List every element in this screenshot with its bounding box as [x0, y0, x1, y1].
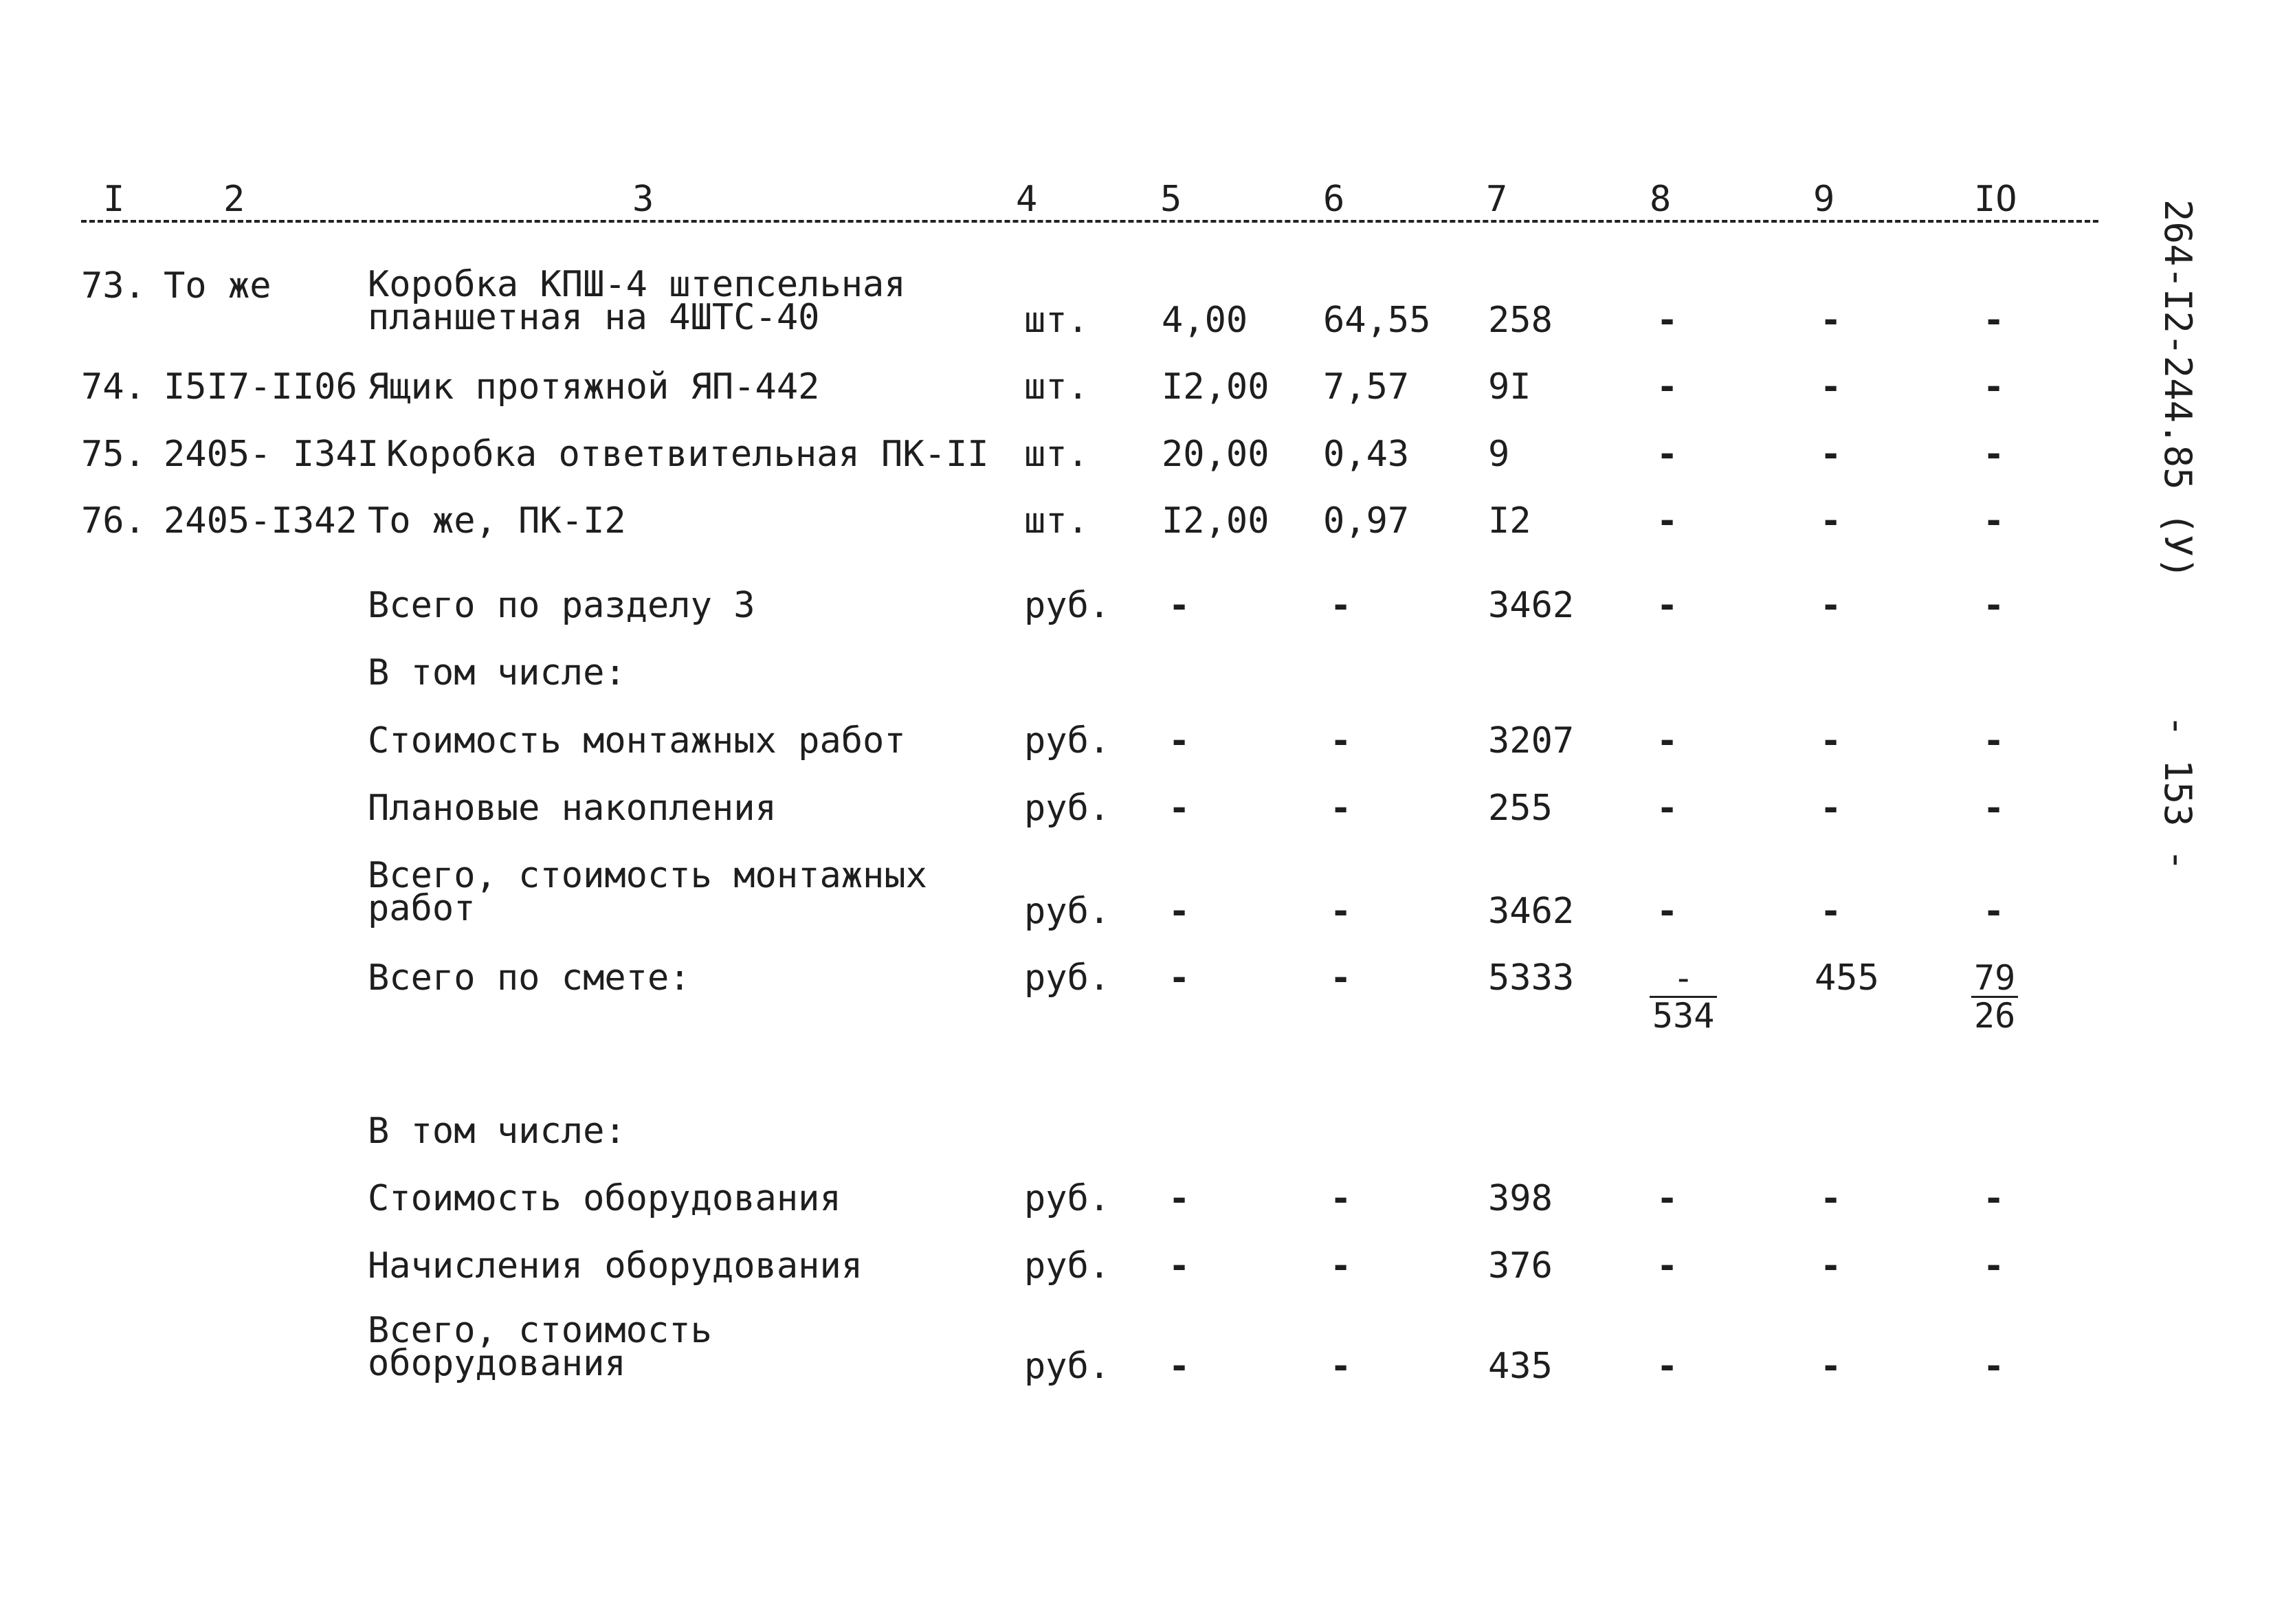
fraction-numerator: - — [1650, 960, 1717, 998]
summary-unit: руб. — [1024, 720, 1111, 761]
column-header-4: 4 — [1016, 179, 1038, 220]
column-header-5: 5 — [1160, 179, 1182, 220]
row-total: 9 — [1488, 434, 1510, 475]
summary-label: Стоимость монтажных работ — [368, 720, 906, 761]
row-quantity: I2,00 — [1162, 366, 1269, 408]
summary-col9: - — [1820, 788, 1842, 829]
summary-col10: - — [1983, 585, 2005, 626]
row-col8: - — [1656, 500, 1678, 542]
summary-quantity: - — [1168, 720, 1190, 761]
summary-subheading: В том числе: — [368, 1111, 626, 1152]
grand-total-total: 5333 — [1488, 957, 1575, 999]
summary-price: - — [1330, 720, 1352, 761]
column-header-2: 2 — [223, 179, 245, 220]
grand-total-col10-fraction — [1971, 960, 2018, 1034]
row-number: 75. — [81, 434, 146, 475]
row-name: Ящик протяжной ЯП-442 — [368, 366, 820, 408]
grand-total-label: Всего по смете: — [368, 957, 691, 999]
summary-col8: - — [1656, 585, 1678, 626]
summary-col9: - — [1820, 720, 1842, 761]
row-col10: - — [1983, 300, 2005, 341]
row-code: 2405- I34I — [164, 434, 379, 475]
row-price: 0,97 — [1323, 500, 1410, 542]
summary-col10: - — [1983, 891, 2005, 932]
summary-col9: - — [1820, 585, 1842, 626]
row-total: 9I — [1488, 366, 1531, 408]
summary-total: 435 — [1488, 1346, 1553, 1387]
row-price: 0,43 — [1323, 434, 1410, 475]
summary-price: - — [1330, 1245, 1352, 1287]
row-total: 258 — [1488, 300, 1553, 341]
header-divider — [81, 220, 2098, 223]
column-header-row — [0, 175, 2273, 223]
summary-col10: - — [1983, 1346, 2005, 1387]
grand-total-col8-fraction — [1650, 960, 1717, 1034]
row-number: 76. — [81, 500, 146, 542]
row-col9: - — [1820, 366, 1842, 408]
column-header-7: 7 — [1486, 179, 1508, 220]
summary-label: Всего, стоимость монтажных работ — [368, 855, 927, 929]
grand-total-col9: 455 — [1815, 957, 1879, 999]
column-header-8: 8 — [1650, 179, 1672, 220]
fraction-denominator: 26 — [1974, 996, 2016, 1036]
summary-quantity: - — [1168, 1346, 1190, 1387]
summary-price: - — [1330, 585, 1352, 626]
row-col9: - — [1820, 500, 1842, 542]
summary-total: 3462 — [1488, 891, 1575, 932]
summary-col10: - — [1983, 720, 2005, 761]
summary-label: Всего по разделу 3 — [368, 585, 755, 626]
row-code: I5I7-II06 — [164, 366, 357, 408]
row-col8: - — [1656, 366, 1678, 408]
summary-col9: - — [1820, 1346, 1842, 1387]
summary-unit: руб. — [1024, 1178, 1111, 1219]
row-price: 7,57 — [1323, 366, 1410, 408]
summary-label: Всего, стоимость оборудования — [368, 1310, 712, 1384]
document-code: 264-I2-244.85 (У) — [2156, 199, 2199, 579]
column-header-3: 3 — [632, 179, 654, 220]
summary-unit: руб. — [1024, 585, 1111, 626]
summary-price: - — [1330, 1178, 1352, 1219]
row-code: То же — [164, 265, 271, 307]
row-code: 2405-I342 — [164, 500, 357, 542]
summary-col8: - — [1656, 891, 1678, 932]
row-unit: шт. — [1024, 434, 1089, 475]
row-unit: шт. — [1024, 300, 1089, 341]
row-quantity: I2,00 — [1162, 500, 1269, 542]
row-col9: - — [1820, 300, 1842, 341]
summary-label: Начисления оборудования — [368, 1245, 863, 1287]
summary-col8: - — [1656, 720, 1678, 761]
row-col10: - — [1983, 500, 2005, 542]
column-header-1: I — [103, 179, 125, 220]
summary-col10: - — [1983, 788, 2005, 829]
column-header-6: 6 — [1323, 179, 1345, 220]
row-number: 73. — [81, 265, 146, 307]
summary-quantity: - — [1168, 788, 1190, 829]
row-unit: шт. — [1024, 500, 1089, 542]
row-quantity: 20,00 — [1162, 434, 1269, 475]
summary-total: 398 — [1488, 1178, 1553, 1219]
row-number: 74. — [81, 366, 146, 408]
summary-quantity: - — [1168, 1245, 1190, 1287]
summary-total: 255 — [1488, 788, 1553, 829]
summary-total: 3462 — [1488, 585, 1575, 626]
summary-unit: руб. — [1024, 1346, 1111, 1387]
row-col8: - — [1656, 434, 1678, 475]
summary-total: 376 — [1488, 1245, 1553, 1287]
summary-col9: - — [1820, 891, 1842, 932]
summary-unit: руб. — [1024, 891, 1111, 932]
summary-quantity: - — [1168, 891, 1190, 932]
summary-label: Плановые накопления — [368, 788, 777, 829]
summary-price: - — [1330, 788, 1352, 829]
summary-col9: - — [1820, 1178, 1842, 1219]
summary-price: - — [1330, 891, 1352, 932]
row-quantity: 4,00 — [1162, 300, 1248, 341]
row-name: Коробка ответвительная ПК-II — [386, 434, 989, 475]
summary-unit: руб. — [1024, 788, 1111, 829]
summary-col8: - — [1656, 788, 1678, 829]
page-number: - 153 - — [2156, 715, 2199, 871]
summary-quantity: - — [1168, 1178, 1190, 1219]
summary-quantity: - — [1168, 585, 1190, 626]
fraction-numerator: 79 — [1971, 960, 2018, 998]
summary-unit: руб. — [1024, 1245, 1111, 1287]
summary-price: - — [1330, 1346, 1352, 1387]
row-price: 64,55 — [1323, 300, 1431, 341]
row-col10: - — [1983, 434, 2005, 475]
summary-col10: - — [1983, 1245, 2005, 1287]
row-col8: - — [1656, 300, 1678, 341]
grand-total-unit: руб. — [1024, 957, 1111, 999]
summary-col10: - — [1983, 1178, 2005, 1219]
summary-col8: - — [1656, 1245, 1678, 1287]
row-name: То же, ПК-I2 — [368, 500, 626, 542]
summary-col8: - — [1656, 1346, 1678, 1387]
row-unit: шт. — [1024, 366, 1089, 408]
row-col10: - — [1983, 366, 2005, 408]
summary-label: Стоимость оборудования — [368, 1178, 841, 1219]
row-total: I2 — [1488, 500, 1531, 542]
grand-total-quantity: - — [1168, 957, 1190, 999]
column-header-9: 9 — [1813, 179, 1835, 220]
grand-total-price: - — [1330, 957, 1352, 999]
summary-col9: - — [1820, 1245, 1842, 1287]
summary-col8: - — [1656, 1178, 1678, 1219]
row-col9: - — [1820, 434, 1842, 475]
row-name: Коробка КПШ-4 штепсельная планшетная на 4ШТС-40 — [368, 264, 906, 338]
column-header-10: IO — [1974, 179, 2017, 220]
summary-subheading: В том числе: — [368, 652, 626, 693]
summary-total: 3207 — [1488, 720, 1575, 761]
fraction-denominator: 534 — [1652, 996, 1715, 1036]
